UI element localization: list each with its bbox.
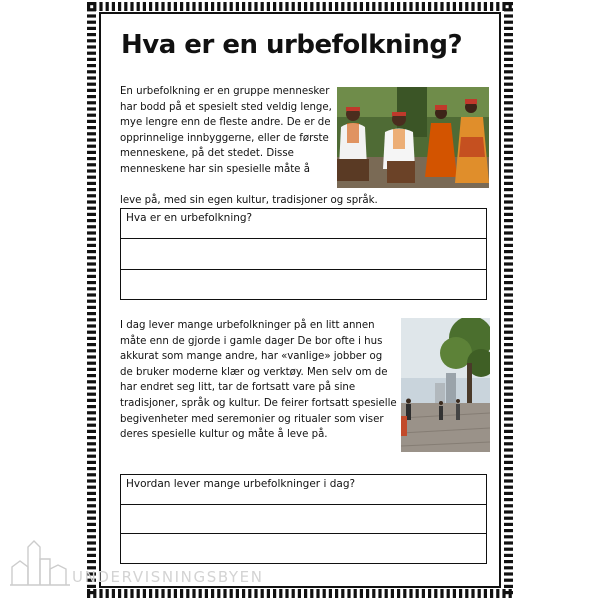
intro-paragraph: En urbefolkning er en gruppe mennesker har bodd på et spesielt sted veldig lenge, mye lengre enn de fleste andre. De er de opprinnelige innbyggerne, eller de første menneskene, på det stedet. Disse menneskene har sin spesielle måte å [120,86,332,175]
question-row [121,475,486,505]
question-1-label: Hva er en urbefolkning? [126,212,253,224]
photo-city-street [401,318,490,452]
question-row [121,209,486,239]
photo-indigenous-drummers [337,87,489,188]
page-title: Hva er en urbefolkning? [121,30,463,60]
answer-line[interactable] [121,239,486,269]
answer-line[interactable] [121,505,486,535]
brand-watermark: UNDERVISNINGSBYEN [72,568,264,586]
city-skyline-logo-icon [10,537,70,587]
intro-paragraph-end: leve på, med sin egen kultur, tradisjoner og språk. [120,195,378,206]
answer-box-2 [120,474,487,564]
question-2-label: Hvordan lever mange urbefolkninger i dag? [126,478,356,490]
answer-box-1 [120,208,487,300]
modern-life-paragraph: I dag lever mange urbefolkninger på en litt annen måte enn de gjorde i gamle dager De bor ofte i hus akkurat som mange andre, har «vanlige» jobber og de bruker moderne klær og verktøy. Men selv om de har endret seg litt, tar de fortsatt vare på sine tradisjoner, språk og kultur. De feirer fortsatt spesielle begivenheter med seremonier og ritualer som viser deres spesielle kultur og måte å leve på. [120,320,397,441]
answer-line[interactable] [121,534,486,564]
answer-line[interactable] [121,270,486,300]
